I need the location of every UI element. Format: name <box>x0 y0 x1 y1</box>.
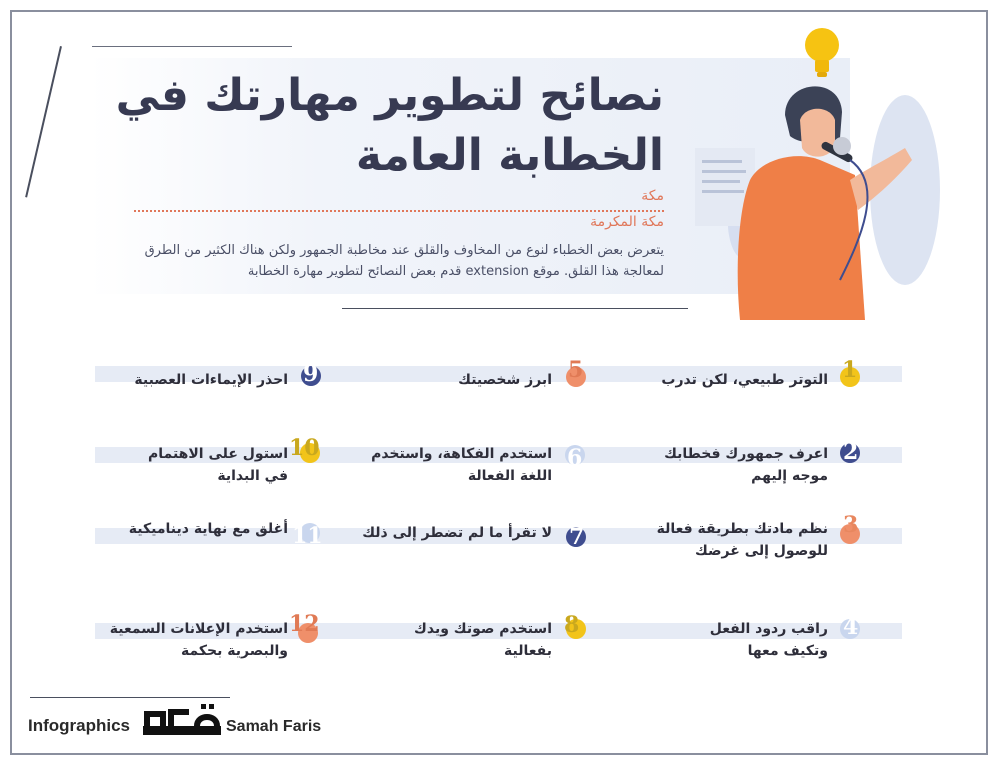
tip-number-1: 1 <box>842 357 858 383</box>
location-line-2: مكة المكرمة <box>590 214 664 230</box>
tip-text-8: استخدم صوتك ويدك بفعالية <box>414 621 552 659</box>
location-line-1: مكة <box>641 188 664 204</box>
makkah-logo <box>143 704 221 744</box>
tip-number-3: 3 <box>843 512 859 538</box>
author-credit: Samah Faris <box>226 718 322 735</box>
intro-paragraph: يتعرض بعض الخطباء لنوع من المخاوف والقلق عند مخاطبة الجمهور ولكن هناك الكثير من الطرق لمعالجة هذا القلق. موقع extension قدم بعض النصائح لتطوير مهارة الخطابة <box>144 243 664 279</box>
tip-text-4: راقب ردود الفعل وتكيف معها <box>709 621 828 659</box>
tip-text-9: احذر الإيماءات العصبية <box>134 372 288 388</box>
tip-number-12: 12 <box>289 611 320 637</box>
tip-number-9: 9 <box>303 361 319 387</box>
tip-text-3: نظم مادتك بطريقة فعالة للوصول إلى غرضك <box>656 521 828 559</box>
tip-text-6: استخدم الفكاهة، واستخدم اللغة الفعالة <box>371 446 552 484</box>
tip-text-10: استول على الاهتمام في البداية <box>148 446 288 484</box>
tip-number-7: 7 <box>569 524 585 550</box>
tip-number-6: 6 <box>567 445 583 471</box>
tip-text-12: استخدم الإعلانات السمعية والبصرية بحكمة <box>109 621 288 659</box>
footer-divider <box>30 697 230 698</box>
tip-text-5: ابرز شخصيتك <box>458 372 552 388</box>
tip-number-10: 10 <box>289 435 320 461</box>
speaker-illustration <box>690 20 950 320</box>
tip-text-7: لا تقرأ ما لم تضطر إلى ذلك <box>362 525 552 541</box>
tip-number-11: 11 <box>292 523 323 549</box>
lightbulb-icon <box>805 28 839 77</box>
tip-number-2: 2 <box>843 439 859 465</box>
header-divider <box>342 308 688 309</box>
tip-text-11: أغلق مع نهاية ديناميكية <box>128 521 288 537</box>
tip-number-8: 8 <box>564 612 580 638</box>
tip-text-1: التوتر طبيعي، لكن تدرب <box>661 372 828 388</box>
infographic-title: نصائح لتطوير مهارتك في الخطابة العامة <box>115 70 664 181</box>
tip-text-2: اعرف جمهورك فخطابك موجه إليهم <box>664 446 828 484</box>
dotted-divider <box>134 210 664 212</box>
tip-number-5: 5 <box>568 357 584 383</box>
footer-infographics-label: Infographics <box>28 716 131 735</box>
tip-number-4: 4 <box>843 614 859 640</box>
top-divider <box>92 46 292 47</box>
